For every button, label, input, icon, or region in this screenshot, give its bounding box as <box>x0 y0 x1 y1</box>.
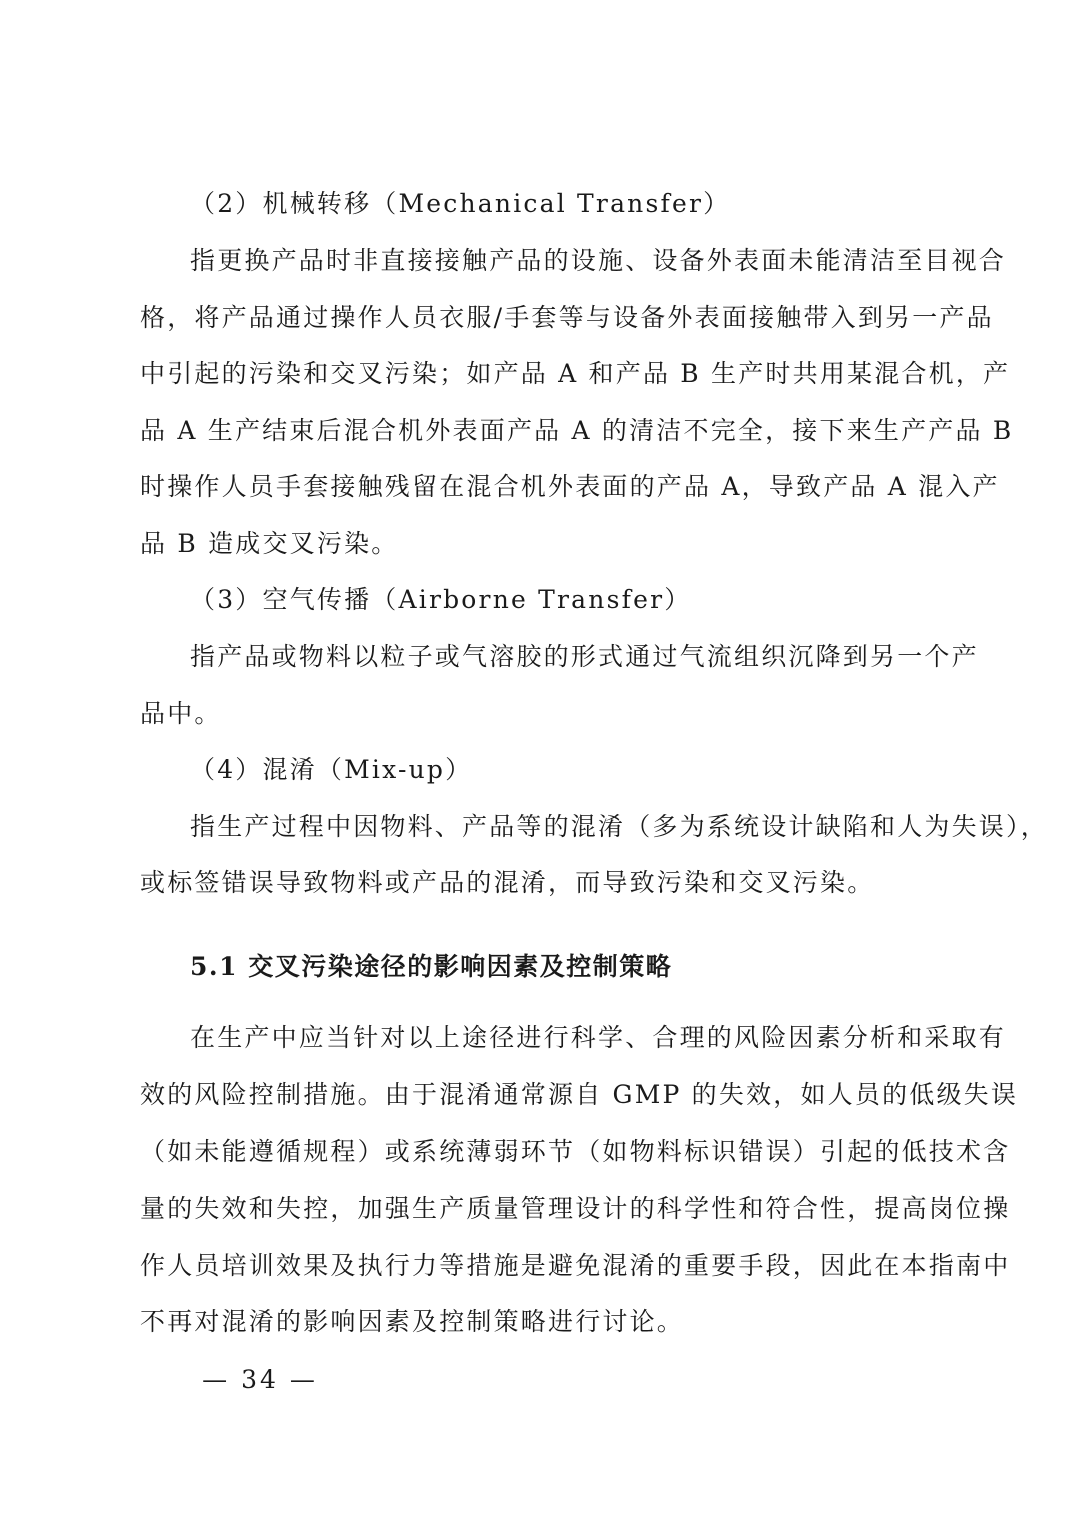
paragraph-line: 指更换产品时非直接接触产品的设施、设备外表面未能清洁至目视合 <box>190 246 1007 275</box>
paragraph-line: 指产品或物料以粒子或气溶胶的形式通过气流组织沉降到另一个产 <box>190 642 979 671</box>
subheading-airborne-transfer: （3）空气传播（Airborne Transfer） <box>190 585 692 614</box>
paragraph-line: 指生产过程中因物料、产品等的混淆（多为系统设计缺陷和人为失误）， <box>190 812 1048 841</box>
paragraph-line: 品 A 生产结束后混合机外表面产品 A 的清洁不完全，接下来生产产品 B <box>140 416 1014 445</box>
paragraph-line: 格，将产品通过操作人员衣服/手套等与设备外表面接触带入到另一产品 <box>140 303 994 332</box>
paragraph-line: 在生产中应当针对以上途径进行科学、合理的风险因素分析和采取有 <box>190 1023 1007 1052</box>
paragraph-line: 时操作人员手套接触残留在混合机外表面的产品 A，导致产品 A 混入产 <box>140 472 1000 501</box>
paragraph-line: 品中。 <box>140 699 222 728</box>
paragraph-line: 效的风险控制措施。由于混淆通常源自 GMP 的失效，如人员的低级失误 <box>140 1080 1019 1109</box>
paragraph-line: （如未能遵循规程）或系统薄弱环节（如物料标识错误）引起的低技术含 <box>140 1137 1011 1166</box>
paragraph-line: 不再对混淆的影响因素及控制策略进行讨论。 <box>140 1307 685 1336</box>
paragraph-line: 或标签错误导致物料或产品的混淆，而导致污染和交叉污染。 <box>140 868 875 897</box>
subheading-mechanical-transfer: （2）机械转移（Mechanical Transfer） <box>190 189 731 218</box>
paragraph-line: 作人员培训效果及执行力等措施是避免混淆的重要手段，因此在本指南中 <box>140 1251 1011 1280</box>
paragraph-line: 量的失效和失控，加强生产质量管理设计的科学性和符合性，提高岗位操 <box>140 1194 1011 1223</box>
section-heading: 5.1 交叉污染途径的影响因素及控制策略 <box>190 952 673 981</box>
paragraph-line: 品 B 造成交叉污染。 <box>140 529 399 558</box>
paragraph-line: 中引起的污染和交叉污染；如产品 A 和产品 B 生产时共用某混合机，产 <box>140 359 1011 388</box>
subheading-mix-up: （4）混淆（Mix-up） <box>190 755 473 784</box>
page-number: — 34 — <box>202 1365 318 1394</box>
